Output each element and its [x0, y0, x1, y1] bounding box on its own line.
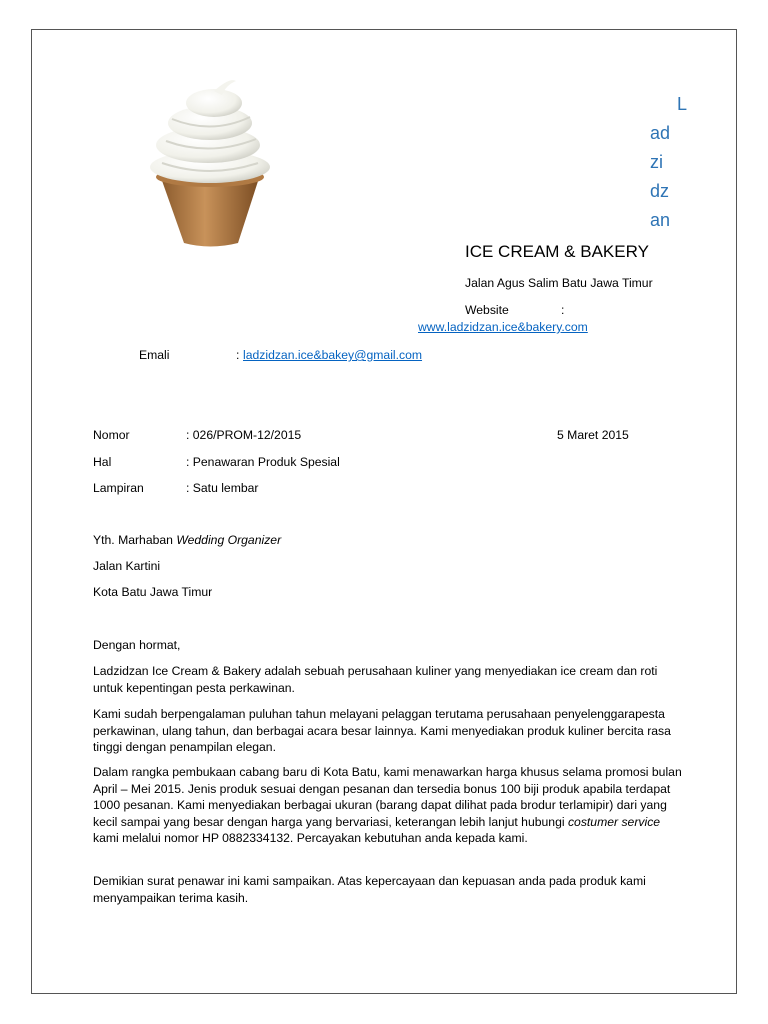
- nomor-value: : 026/PROM-12/2015: [186, 428, 302, 442]
- website-link[interactable]: www.ladzidzan.ice&bakery.com: [418, 320, 588, 334]
- recipient-city: Kota Batu Jawa Timur: [93, 585, 213, 599]
- company-address: Jalan Agus Salim Batu Jawa Timur: [465, 276, 653, 290]
- company-name: ICE CREAM & BAKERY: [465, 242, 649, 261]
- closing-paragraph: Demikian surat penawar ini kami sampaikan. Atas kepercayaan dan kepuasan anda pada produk kami menyampaikan terima kasih.: [93, 874, 646, 905]
- email-link[interactable]: ladzidzan.ice&bakey@gmail.com: [243, 348, 423, 362]
- body-paragraph-1: Ladzidzan Ice Cream & Bakery adalah sebuah perusahaan kuliner yang menyediakan ice cream dan roti untuk kepentingan pesta perkawinan.: [93, 664, 658, 695]
- body-paragraph-2: Kami sudah berpengalaman puluhan tahun melayani pelaggan terutama perusahaan penyelenggarapesta perkawinan, ulang tahun, dan berbagai acara besar lainnya. Kami menyediakan produk kuliner bercita rasa tinggi dengan penampilan elegan.: [93, 707, 671, 754]
- logo-text-vertical: [640, 90, 690, 235]
- letter-page: [31, 29, 737, 994]
- greeting: Dengan hormat,: [93, 638, 181, 652]
- lampiran-label: Lampiran: [93, 481, 144, 495]
- recipient-name: [93, 533, 281, 547]
- recipient-prefix: Yth. Marhaban: [93, 533, 177, 547]
- logo-letter: an: [650, 210, 671, 230]
- hal-value: : Penawaran Produk Spesial: [186, 455, 340, 469]
- hal-label: Hal: [93, 455, 112, 469]
- email-label: Emali: [139, 348, 170, 362]
- recipient-street: Jalan Kartini: [93, 559, 161, 573]
- website-label: Website: [465, 303, 509, 317]
- nomor-label: Nomor: [93, 428, 130, 442]
- paragraph-3-italic: costumer service: [567, 814, 661, 829]
- letter-date: 5 Maret 2015: [557, 428, 629, 442]
- body-paragraph-3: [93, 764, 685, 847]
- website-separator: :: [561, 303, 565, 317]
- paragraph-3-text-b: kami melalui nomor HP 0882334132. Percayakan kebutuhan anda kepada kami.: [93, 831, 528, 845]
- logo-letter: zi: [650, 152, 663, 172]
- recipient-organization: Wedding Organizer: [176, 533, 282, 547]
- ice-cream-cone-image: [140, 75, 280, 250]
- logo-letter: ad: [650, 123, 671, 143]
- lampiran-value: : Satu lembar: [186, 481, 259, 495]
- paragraph-3-text-a: Dalam rangka pembukaan cabang baru di Kota Batu, kami menawarkan harga khusus selama promosi bulan April – Mei 2015. Jenis produk sesuai dengan pesanan dan tersedia bonus 100 biji produk apabila terdapat 1000 pesanan. Kami menyediakan berbagai ukuran (barang dapat dilihat pada brodur terlamipir) dari yang kecil sampai yang besar dengan harga yang bervariasi, keterangan lebih lanjut hubungi: [93, 765, 682, 829]
- logo-letter: dz: [650, 181, 670, 201]
- logo-letter: L: [677, 94, 688, 114]
- email-separator: :: [236, 348, 240, 362]
